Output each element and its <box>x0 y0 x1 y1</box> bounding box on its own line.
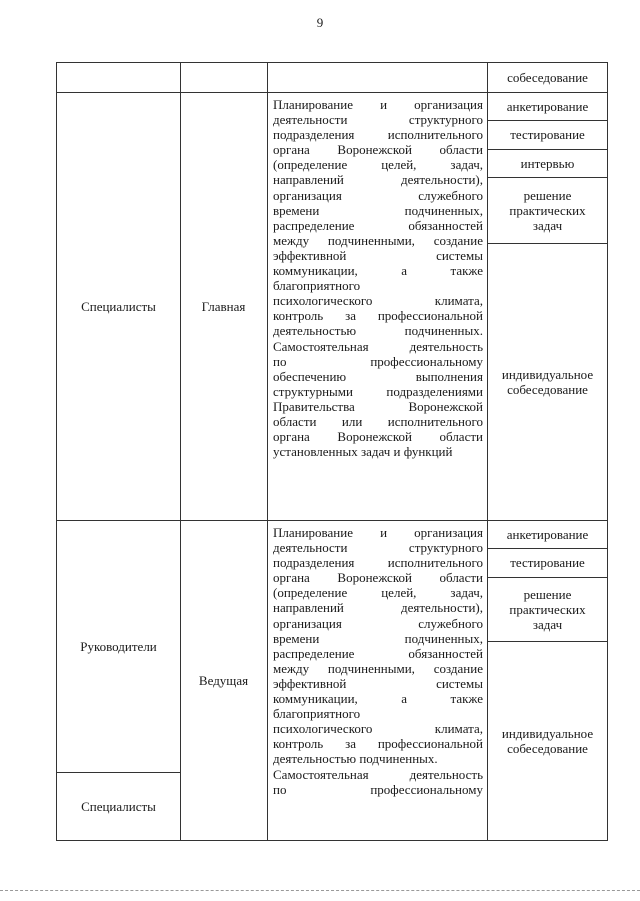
description-line: (определение целей, задач, <box>273 157 483 173</box>
method-cell: анкетирование <box>506 526 589 542</box>
description-line: структурными подразделениями <box>273 383 483 399</box>
method-cell: решение практических задач <box>509 586 586 632</box>
description-line: контроль за профессиональной <box>273 736 483 752</box>
description-line: Самостоятельная деятельность <box>273 338 483 354</box>
method-cell: анкетирование <box>506 98 589 114</box>
description-line: Планирование и организация <box>273 97 483 112</box>
description-line: (определение целей, задач, <box>273 585 483 601</box>
category-cell: Руководители <box>80 638 157 654</box>
description-line: организация служебного <box>273 615 483 631</box>
method-cell: интервью <box>520 155 575 171</box>
description-line: психологического климата, <box>273 721 483 737</box>
description-line: деятельности структурного <box>273 540 483 556</box>
method-cell: тестирование <box>510 555 585 570</box>
description-line: коммуникации, а также <box>273 691 483 707</box>
description-line: организация служебного <box>273 187 483 203</box>
method-cell: тестирование <box>510 127 585 142</box>
description-cell <box>268 97 487 459</box>
description-line: психологического климата, <box>273 293 483 309</box>
description-line: распределение обязанностей <box>273 217 483 233</box>
description-line: Правительства Воронежской <box>273 398 483 414</box>
description-line: по профессиональному <box>273 781 483 797</box>
description-line: установленных задач и функций <box>273 444 453 460</box>
description-line: между подчиненными, создание <box>273 232 483 248</box>
category-cell: Специалисты <box>81 298 156 314</box>
qualification-table <box>56 62 608 841</box>
description-line: времени подчиненных, <box>273 630 483 646</box>
description-cell <box>268 525 487 797</box>
description-line: коммуникации, а также <box>273 263 483 279</box>
group-cell: Главная <box>201 298 246 314</box>
method-cell: собеседование <box>507 70 588 85</box>
description-line: деятельностью подчиненных. <box>273 323 483 339</box>
description-line: органа Воронежской области <box>273 142 483 158</box>
description-line: Самостоятельная деятельность <box>273 766 483 782</box>
method-cell: индивидуальное собеседование <box>501 726 594 756</box>
group-cell: Ведущая <box>198 672 249 688</box>
description-line: органа Воронежской области <box>273 429 483 445</box>
description-line: между подчиненными, создание <box>273 660 483 676</box>
method-cell: индивидуальное собеседование <box>501 366 594 397</box>
description-line: направлений деятельности), <box>273 600 483 616</box>
description-line: эффективной системы <box>273 675 483 691</box>
category-cell: Специалисты <box>81 798 156 814</box>
description-line: подразделения исполнительного <box>273 127 483 143</box>
description-line: деятельностью подчиненных. <box>273 751 438 767</box>
description-line: контроль за профессиональной <box>273 308 483 324</box>
description-line: Планирование и организация <box>273 525 483 540</box>
description-line: обеспечению выполнения <box>273 368 483 384</box>
description-line: распределение обязанностей <box>273 645 483 661</box>
description-line: деятельности структурного <box>273 112 483 128</box>
description-line: подразделения исполнительного <box>273 555 483 571</box>
description-line: благоприятного <box>273 706 361 722</box>
description-line: органа Воронежской области <box>273 570 483 586</box>
description-line: по профессиональному <box>273 353 483 369</box>
page-bottom-rule <box>0 890 640 891</box>
method-cell: решение практических задач <box>509 187 586 233</box>
description-line: направлений деятельности), <box>273 172 483 188</box>
description-line: эффективной системы <box>273 247 483 263</box>
page-number: 9 <box>316 15 324 30</box>
description-line: благоприятного <box>273 278 361 294</box>
description-line: области или исполнительного <box>273 413 483 429</box>
description-line: времени подчиненных, <box>273 202 483 218</box>
